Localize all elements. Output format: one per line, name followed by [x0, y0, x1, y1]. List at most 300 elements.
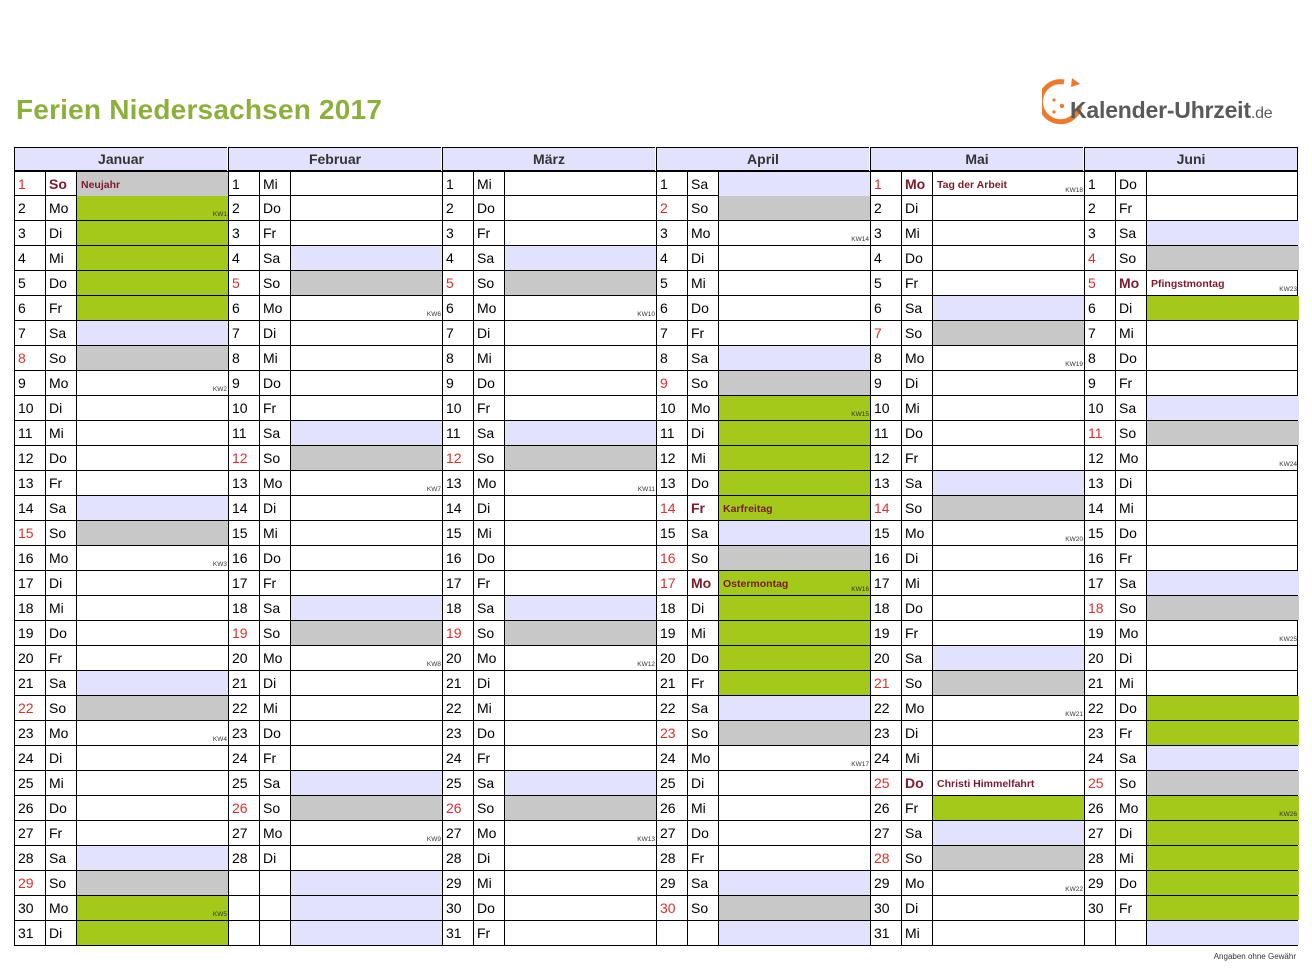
day-row[interactable]: [14, 671, 228, 696]
day-row[interactable]: [870, 396, 1084, 421]
day-row[interactable]: [14, 471, 228, 496]
weekday: Mo: [1116, 271, 1147, 295]
day-number: 26: [657, 796, 688, 820]
day-row[interactable]: [442, 421, 656, 446]
day-row[interactable]: [14, 396, 228, 421]
day-row[interactable]: [656, 921, 870, 946]
day-row[interactable]: [656, 471, 870, 496]
event-cell: [505, 546, 657, 570]
weekday: Di: [260, 496, 291, 520]
weekday: Di: [46, 221, 77, 245]
day-row[interactable]: [870, 696, 1084, 721]
day-row[interactable]: [228, 896, 442, 921]
day-row[interactable]: [656, 396, 870, 421]
weekday: Sa: [688, 521, 719, 545]
day-row[interactable]: [228, 796, 442, 821]
day-row[interactable]: [442, 621, 656, 646]
day-row[interactable]: [442, 771, 656, 796]
day-number: 25: [443, 771, 474, 795]
event-cell: [933, 396, 1085, 420]
calendar-week-label: KW12: [637, 661, 655, 668]
day-row[interactable]: [870, 596, 1084, 621]
day-row[interactable]: [656, 271, 870, 296]
day-row[interactable]: [228, 246, 442, 271]
day-row[interactable]: [870, 871, 1084, 896]
day-row[interactable]: [14, 621, 228, 646]
day-row[interactable]: [228, 721, 442, 746]
event-cell: [1147, 371, 1299, 395]
day-row[interactable]: [870, 371, 1084, 396]
day-number: 30: [871, 896, 902, 920]
weekday: Sa: [46, 846, 77, 870]
day-row[interactable]: [1084, 246, 1298, 271]
day-row[interactable]: [14, 796, 228, 821]
day-row[interactable]: [1084, 596, 1298, 621]
day-number: 23: [1085, 721, 1116, 745]
day-row[interactable]: [14, 646, 228, 671]
day-row[interactable]: [228, 746, 442, 771]
day-row[interactable]: [1084, 796, 1298, 821]
day-row[interactable]: [442, 721, 656, 746]
day-row[interactable]: [870, 746, 1084, 771]
day-row[interactable]: [656, 296, 870, 321]
weekday: [1116, 921, 1147, 945]
calendar-week-label: KW7: [426, 486, 441, 493]
weekday: Di: [902, 896, 933, 920]
event-cell: [719, 172, 871, 196]
event-cell: [77, 321, 229, 345]
day-row[interactable]: [442, 296, 656, 321]
day-number: 10: [657, 396, 688, 420]
day-row[interactable]: [1084, 821, 1298, 846]
day-row[interactable]: [656, 796, 870, 821]
day-number: 4: [871, 246, 902, 270]
weekday: Sa: [474, 596, 505, 620]
day-row[interactable]: [1084, 896, 1298, 921]
day-row[interactable]: [442, 471, 656, 496]
day-row[interactable]: [442, 246, 656, 271]
day-row[interactable]: [442, 921, 656, 946]
day-number: 26: [443, 796, 474, 820]
day-row[interactable]: [870, 171, 1084, 196]
day-row[interactable]: [14, 746, 228, 771]
day-row[interactable]: [14, 446, 228, 471]
event-cell: [933, 321, 1085, 345]
day-row[interactable]: [1084, 196, 1298, 221]
day-row[interactable]: [14, 246, 228, 271]
day-row[interactable]: [870, 496, 1084, 521]
day-number: [229, 871, 260, 895]
day-number: 1: [871, 172, 902, 196]
day-row[interactable]: [228, 546, 442, 571]
day-row[interactable]: [14, 571, 228, 596]
day-row[interactable]: [656, 696, 870, 721]
day-row[interactable]: [1084, 621, 1298, 646]
day-row[interactable]: [870, 671, 1084, 696]
day-row[interactable]: [228, 271, 442, 296]
event-cell: [719, 221, 871, 245]
day-row[interactable]: [1084, 521, 1298, 546]
day-row[interactable]: [442, 371, 656, 396]
weekday: Mi: [688, 796, 719, 820]
event-cell: [933, 621, 1085, 645]
day-row[interactable]: [228, 696, 442, 721]
day-row[interactable]: [656, 771, 870, 796]
day-row[interactable]: [870, 771, 1084, 796]
day-number: 16: [15, 546, 46, 570]
weekday: Do: [902, 596, 933, 620]
day-row[interactable]: [656, 421, 870, 446]
day-row[interactable]: [14, 196, 228, 221]
day-row[interactable]: [1084, 746, 1298, 771]
day-row[interactable]: [442, 846, 656, 871]
day-row[interactable]: [1084, 696, 1298, 721]
day-row[interactable]: [228, 646, 442, 671]
event-cell: [77, 446, 229, 470]
day-row[interactable]: [1084, 421, 1298, 446]
day-row[interactable]: [1084, 921, 1298, 946]
day-number: 12: [657, 446, 688, 470]
day-row[interactable]: [656, 446, 870, 471]
day-row[interactable]: [228, 821, 442, 846]
calendar-grid: [14, 147, 1298, 949]
day-row[interactable]: [1084, 671, 1298, 696]
day-number: 23: [443, 721, 474, 745]
day-row[interactable]: [442, 221, 656, 246]
day-row[interactable]: [442, 746, 656, 771]
event-cell: [291, 621, 443, 645]
day-row[interactable]: [14, 921, 228, 946]
weekday: Mo: [1116, 621, 1147, 645]
day-row[interactable]: [228, 496, 442, 521]
weekday: So: [46, 521, 77, 545]
day-row[interactable]: [656, 746, 870, 771]
day-row[interactable]: [14, 171, 228, 196]
day-row[interactable]: [1084, 371, 1298, 396]
day-row[interactable]: [656, 871, 870, 896]
day-row[interactable]: [14, 821, 228, 846]
day-row[interactable]: [228, 471, 442, 496]
event-cell: [719, 271, 871, 295]
calendar-week-label: KW13: [637, 836, 655, 843]
day-row[interactable]: [870, 321, 1084, 346]
day-row[interactable]: [442, 396, 656, 421]
day-row[interactable]: [228, 846, 442, 871]
day-row[interactable]: [1084, 346, 1298, 371]
day-number: 2: [1085, 196, 1116, 220]
event-cell: [291, 496, 443, 520]
day-row[interactable]: [442, 571, 656, 596]
day-row[interactable]: [1084, 471, 1298, 496]
day-number: 17: [871, 571, 902, 595]
day-number: 28: [229, 846, 260, 870]
day-row[interactable]: [1084, 496, 1298, 521]
event-cell: [291, 221, 443, 245]
event-cell: [505, 896, 657, 920]
day-row[interactable]: [656, 671, 870, 696]
day-row[interactable]: [870, 846, 1084, 871]
day-row[interactable]: [228, 221, 442, 246]
day-row[interactable]: [442, 271, 656, 296]
day-row[interactable]: [1084, 221, 1298, 246]
event-cell: [505, 446, 657, 470]
day-row[interactable]: [656, 246, 870, 271]
day-row[interactable]: [14, 871, 228, 896]
day-row[interactable]: [228, 571, 442, 596]
day-row[interactable]: [656, 846, 870, 871]
day-number: 27: [443, 821, 474, 845]
day-row[interactable]: [14, 696, 228, 721]
event-cell: [505, 821, 657, 845]
day-row[interactable]: [228, 346, 442, 371]
day-row[interactable]: [870, 571, 1084, 596]
day-row[interactable]: [870, 446, 1084, 471]
weekday: Di: [46, 746, 77, 770]
day-row[interactable]: [870, 921, 1084, 946]
event-cell: [933, 721, 1085, 745]
day-row[interactable]: [14, 771, 228, 796]
day-row[interactable]: [14, 546, 228, 571]
weekday: Mi: [474, 696, 505, 720]
day-row[interactable]: [656, 721, 870, 746]
weekday: Sa: [902, 646, 933, 670]
day-row[interactable]: [228, 396, 442, 421]
day-row[interactable]: [870, 471, 1084, 496]
event-cell: [719, 721, 871, 745]
day-row[interactable]: [656, 171, 870, 196]
day-row[interactable]: [1084, 871, 1298, 896]
weekday: Mi: [902, 571, 933, 595]
day-row[interactable]: [442, 446, 656, 471]
day-row[interactable]: [1084, 171, 1298, 196]
day-number: 20: [15, 646, 46, 670]
event-cell: [505, 921, 657, 945]
day-row[interactable]: [14, 271, 228, 296]
day-row[interactable]: [228, 421, 442, 446]
day-row[interactable]: [442, 896, 656, 921]
weekday: Mi: [260, 172, 291, 196]
event-cell: [505, 846, 657, 870]
event-cell: [719, 821, 871, 845]
weekday: Mo: [260, 646, 291, 670]
day-number: [229, 896, 260, 920]
day-number: 5: [871, 271, 902, 295]
day-row[interactable]: [656, 321, 870, 346]
day-row[interactable]: [14, 346, 228, 371]
day-row[interactable]: [14, 521, 228, 546]
day-row[interactable]: [14, 721, 228, 746]
event-cell: [77, 371, 229, 395]
day-row[interactable]: [228, 446, 442, 471]
month-header: Mai: [870, 147, 1083, 171]
day-row[interactable]: [14, 421, 228, 446]
day-row[interactable]: [870, 271, 1084, 296]
page-title: Ferien Niedersachsen 2017: [16, 94, 383, 125]
day-row[interactable]: [228, 771, 442, 796]
event-cell: [1147, 271, 1299, 295]
day-row[interactable]: [228, 171, 442, 196]
day-row[interactable]: [870, 521, 1084, 546]
day-row[interactable]: [656, 196, 870, 221]
weekday: Di: [260, 846, 291, 870]
weekday: Di: [688, 246, 719, 270]
day-row[interactable]: [870, 721, 1084, 746]
weekday: Mo: [902, 172, 933, 196]
weekday: Mo: [902, 871, 933, 895]
day-row[interactable]: [656, 646, 870, 671]
weekday: Fr: [474, 571, 505, 595]
day-row[interactable]: [228, 596, 442, 621]
calendar-week-label: KW24: [1279, 461, 1297, 468]
weekday: Di: [688, 421, 719, 445]
day-row[interactable]: [656, 896, 870, 921]
day-row[interactable]: [656, 346, 870, 371]
day-row[interactable]: [870, 621, 1084, 646]
day-row[interactable]: [228, 521, 442, 546]
weekday: Fr: [1116, 896, 1147, 920]
day-row[interactable]: [656, 496, 870, 521]
day-row[interactable]: [656, 221, 870, 246]
day-number: 22: [443, 696, 474, 720]
day-row[interactable]: [14, 221, 228, 246]
weekday: Mi: [902, 746, 933, 770]
day-row[interactable]: [14, 896, 228, 921]
day-row[interactable]: [870, 221, 1084, 246]
day-number: 24: [229, 746, 260, 770]
calendar-week-label: KW26: [1279, 811, 1297, 818]
day-row[interactable]: [656, 546, 870, 571]
day-row[interactable]: [656, 571, 870, 596]
day-row[interactable]: [14, 371, 228, 396]
day-number: 17: [657, 571, 688, 595]
day-row[interactable]: [14, 496, 228, 521]
day-row[interactable]: [870, 896, 1084, 921]
day-row[interactable]: [228, 871, 442, 896]
day-row[interactable]: [228, 321, 442, 346]
event-cell: [933, 821, 1085, 845]
day-row[interactable]: [1084, 571, 1298, 596]
day-number: 27: [229, 821, 260, 845]
day-row[interactable]: [442, 596, 656, 621]
day-number: 24: [443, 746, 474, 770]
day-number: 22: [1085, 696, 1116, 720]
day-row[interactable]: [442, 521, 656, 546]
day-number: 19: [15, 621, 46, 645]
day-row[interactable]: [870, 421, 1084, 446]
day-number: 14: [657, 496, 688, 520]
day-row[interactable]: [656, 621, 870, 646]
day-row[interactable]: [14, 596, 228, 621]
day-row[interactable]: [442, 171, 656, 196]
day-row[interactable]: [1084, 271, 1298, 296]
day-row[interactable]: [442, 821, 656, 846]
day-row[interactable]: [442, 496, 656, 521]
day-row[interactable]: [870, 196, 1084, 221]
day-number: 17: [1085, 571, 1116, 595]
event-cell: [77, 546, 229, 570]
day-row[interactable]: [442, 646, 656, 671]
event-cell: [77, 596, 229, 620]
weekday: Mi: [46, 421, 77, 445]
event-cell: [77, 421, 229, 445]
day-row[interactable]: [442, 321, 656, 346]
weekday: Sa: [902, 471, 933, 495]
day-row[interactable]: [228, 371, 442, 396]
event-cell: [719, 371, 871, 395]
day-row[interactable]: [228, 296, 442, 321]
day-row[interactable]: [870, 346, 1084, 371]
day-number: 1: [657, 172, 688, 196]
day-row[interactable]: [870, 796, 1084, 821]
day-row[interactable]: [442, 671, 656, 696]
weekday: Fr: [902, 271, 933, 295]
event-cell: [1147, 221, 1299, 245]
day-number: 20: [229, 646, 260, 670]
day-number: 18: [15, 596, 46, 620]
weekday: Fr: [260, 221, 291, 245]
weekday: Do: [1116, 346, 1147, 370]
day-row[interactable]: [1084, 546, 1298, 571]
day-row[interactable]: [1084, 771, 1298, 796]
day-number: 9: [15, 371, 46, 395]
day-row[interactable]: [1084, 846, 1298, 871]
day-row[interactable]: [656, 371, 870, 396]
day-row[interactable]: [1084, 646, 1298, 671]
event-cell: [1147, 796, 1299, 820]
day-row[interactable]: [228, 621, 442, 646]
day-row[interactable]: [228, 196, 442, 221]
brand-logo[interactable]: [1042, 76, 1302, 132]
day-row[interactable]: [1084, 446, 1298, 471]
day-row[interactable]: [1084, 721, 1298, 746]
day-row[interactable]: [656, 596, 870, 621]
day-row[interactable]: [228, 671, 442, 696]
day-row[interactable]: [656, 521, 870, 546]
day-row[interactable]: [442, 696, 656, 721]
weekday: Fr: [688, 846, 719, 870]
day-row[interactable]: [870, 821, 1084, 846]
day-number: 29: [15, 871, 46, 895]
weekday: Mi: [474, 521, 505, 545]
day-number: [657, 921, 688, 945]
day-number: 28: [657, 846, 688, 870]
day-row[interactable]: [656, 821, 870, 846]
day-row[interactable]: [14, 296, 228, 321]
day-row[interactable]: [1084, 296, 1298, 321]
day-row[interactable]: [14, 846, 228, 871]
day-row[interactable]: [228, 921, 442, 946]
day-row[interactable]: [870, 546, 1084, 571]
event-cell: [719, 471, 871, 495]
day-number: 10: [871, 396, 902, 420]
event-cell: [719, 846, 871, 870]
holiday-label: Christi Himmelfahrt: [937, 778, 1035, 790]
day-row[interactable]: [442, 196, 656, 221]
day-row[interactable]: [442, 796, 656, 821]
event-cell: [505, 346, 657, 370]
day-row[interactable]: [442, 546, 656, 571]
day-row[interactable]: [870, 296, 1084, 321]
day-row[interactable]: [870, 246, 1084, 271]
day-row[interactable]: [1084, 396, 1298, 421]
day-row[interactable]: [14, 321, 228, 346]
day-row[interactable]: [1084, 321, 1298, 346]
day-row[interactable]: [870, 646, 1084, 671]
day-row[interactable]: [442, 871, 656, 896]
day-number: 16: [1085, 546, 1116, 570]
day-row[interactable]: [442, 346, 656, 371]
event-cell: [77, 621, 229, 645]
